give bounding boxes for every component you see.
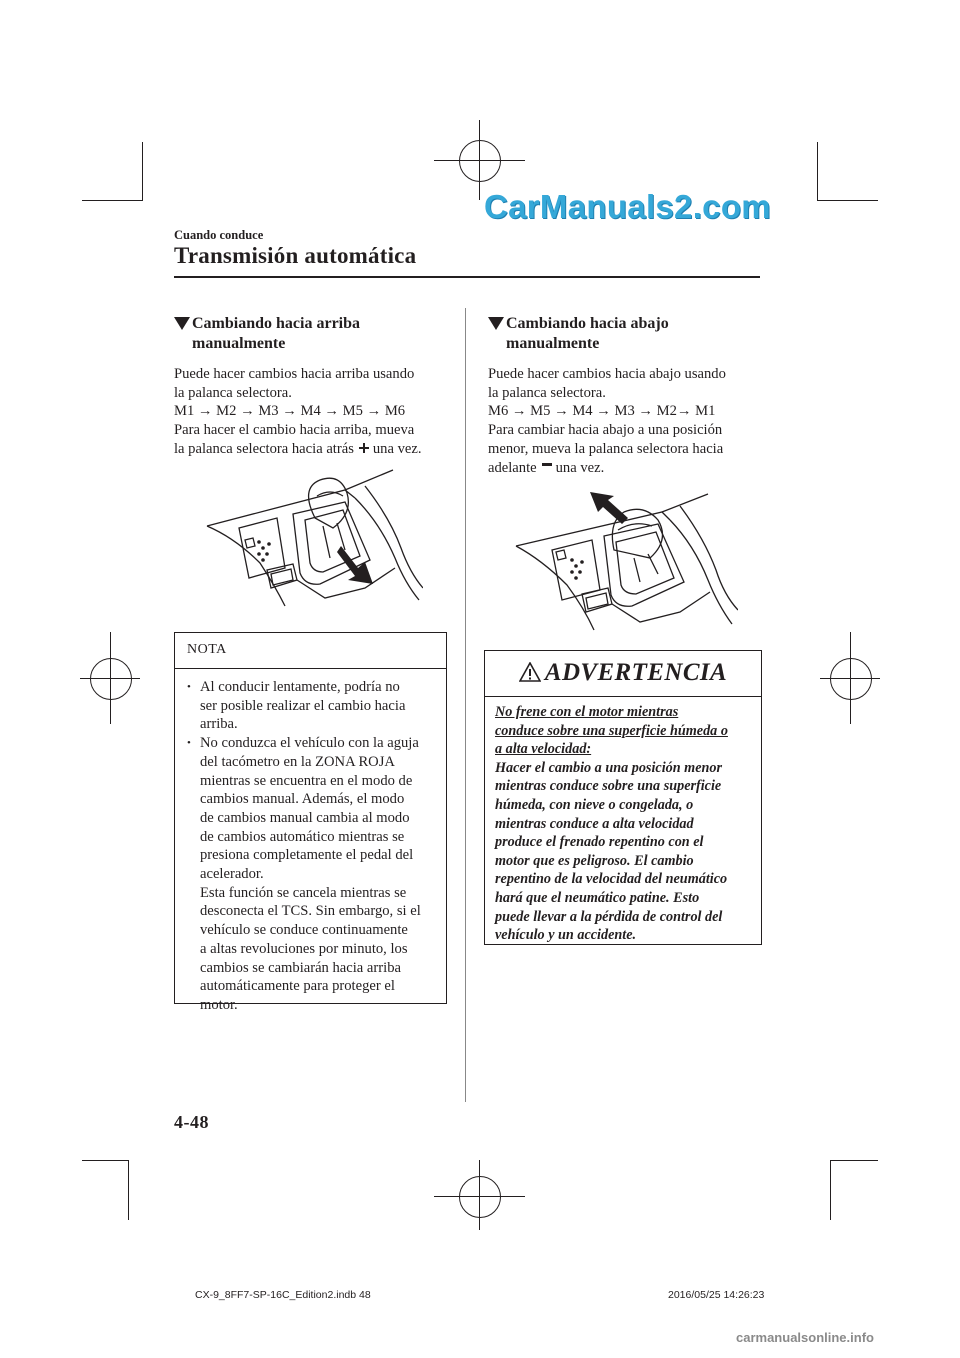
downshift-text: Puede hacer cambios hacia abajo usando la palanca selectora. M6 → M5 → M4 → M3 → M2→ M1 Para cambiar hacia abajo a una posición menor, mueva la palanca selectora hacia adelante una vez.: [488, 366, 726, 476]
registration-line: [110, 632, 111, 724]
registration-line: [479, 1160, 480, 1230]
crop-mark: [82, 200, 143, 201]
crop-mark: [128, 1160, 129, 1220]
watermark-logo[interactable]: CarManuals2.com: [484, 188, 771, 225]
crop-mark: [830, 1160, 831, 1220]
registration-line: [479, 120, 480, 200]
downshift-heading: Cambiando hacia abajo manualmente: [488, 314, 760, 354]
minus-icon: [542, 463, 552, 466]
column-divider: [465, 308, 466, 1102]
list-item: • No conduzca el vehículo con la aguja del tacómetro en la ZONA ROJA mientras se encuentra en el modo de cambios manual. Además, el modo de cambios manual cambia al modo de cambios automático mientras se presiona completamente el pedal del acelerador. Esta función se cancela mientras se desconecta el TCS. Sin embargo, si el vehículo se conduce continuamente a altas revoluciones por minuto, los cambios se cambiarán hacia arriba automáticamente para proteger el motor.: [175, 734, 442, 1015]
registration-line: [850, 632, 851, 724]
footer-site-link[interactable]: carmanualsonline.info: [736, 1330, 874, 1345]
page-number: 4-48: [174, 1112, 209, 1132]
crop-mark: [817, 142, 818, 200]
list-item: • Al conducir lentamente, podría no ser posible realizar el cambio hacia arriba.: [175, 678, 442, 734]
plus-icon: [359, 443, 369, 453]
crop-mark: [830, 1160, 878, 1161]
shift-lever-forward-illustration: [512, 490, 738, 640]
triangle-bullet-icon: [488, 317, 504, 330]
note-box: [174, 632, 447, 1013]
footer-date: 2016/05/25 14:26:23: [668, 1289, 765, 1301]
crop-mark: [82, 1160, 129, 1161]
section-label: Cuando conduce: [174, 228, 264, 242]
crop-mark: [142, 142, 143, 200]
page-title: Transmisión automática: [174, 243, 417, 268]
title-rule: [174, 276, 760, 278]
left-column: [174, 314, 454, 459]
crop-mark: [817, 200, 878, 201]
right-column: [488, 314, 760, 477]
note-title: NOTA: [175, 633, 446, 669]
footer-file: CX-9_8FF7-SP-16C_Edition2.indb 48: [195, 1289, 371, 1301]
triangle-bullet-icon: [174, 317, 190, 330]
note-list: [175, 678, 446, 1015]
warning-triangle-icon: [519, 662, 541, 682]
upshift-heading: Cambiando hacia arriba manualmente: [174, 314, 454, 354]
warning-title: ADVERTENCIA: [485, 651, 761, 697]
warning-box: [484, 650, 762, 945]
upshift-text: Puede hacer cambios hacia arriba usando la palanca selectora. M1 → M2 → M3 → M4 → M5 → M6 Para hacer el cambio hacia arriba, mueva la palanca selectora hacia atrás una vez.: [174, 366, 422, 457]
shift-lever-rearward-illustration: [205, 468, 423, 614]
warning-text: No frene con el motor mientras conduce sobre una superficie húmeda o a alta velocidad: Hacer el cambio a una posición menor mientras conduce sobre una superficie húmeda, con nieve o congelada, o mientras conduce a alta velocidad produce el frenado repentino con el motor que es peligroso. El cambio repentino de la velocidad del neumático hará que el neumático patine. Esto puede llevar a la pérdida de control del vehículo y un accidente.: [495, 704, 728, 944]
